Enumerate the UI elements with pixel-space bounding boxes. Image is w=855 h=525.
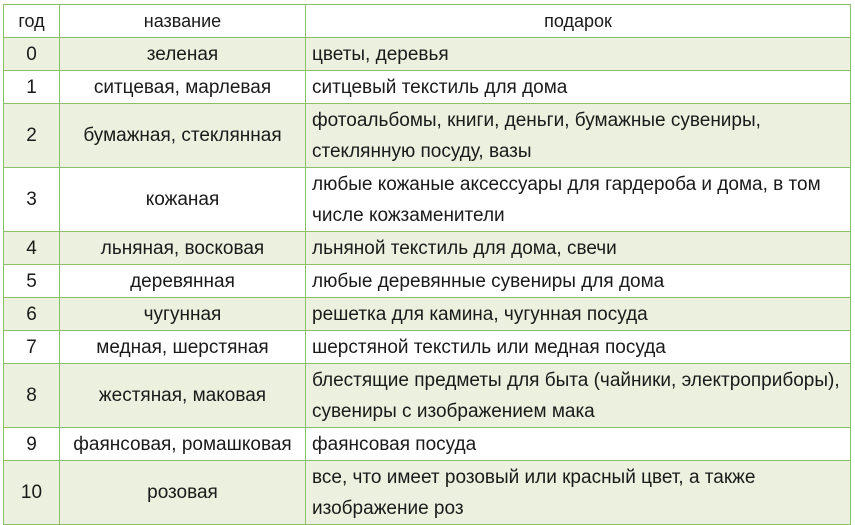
gift-cell: все, что имеет розовый или красный цвет, а также изображение роз <box>306 461 851 525</box>
header-gift: подарок <box>306 5 851 38</box>
gift-cell: фаянсовая посуда <box>306 428 851 461</box>
gift-cell: шерстяной текстиль или медная посуда <box>306 331 851 364</box>
gift-cell: цветы, деревья <box>306 38 851 71</box>
name-cell: льняная, восковая <box>60 232 306 265</box>
table-header-row <box>4 5 851 38</box>
year-cell: 8 <box>4 364 60 428</box>
name-cell: деревянная <box>60 265 306 298</box>
name-cell: жестяная, маковая <box>60 364 306 428</box>
gift-cell: ситцевый текстиль для дома <box>306 71 851 104</box>
name-cell: чугунная <box>60 298 306 331</box>
name-cell: медная, шерстяная <box>60 331 306 364</box>
name-cell: зеленая <box>60 38 306 71</box>
name-cell: фаянсовая, ромашковая <box>60 428 306 461</box>
table-row <box>4 71 851 104</box>
table-row <box>4 104 851 168</box>
year-cell: 10 <box>4 461 60 525</box>
header-name: название <box>60 5 306 38</box>
year-cell: 3 <box>4 168 60 232</box>
gift-cell: блестящие предметы для быта (чайники, электроприборы), сувениры с изображением мака <box>306 364 851 428</box>
table-row <box>4 298 851 331</box>
name-cell: кожаная <box>60 168 306 232</box>
anniversary-table <box>3 4 851 525</box>
table-row <box>4 38 851 71</box>
table-row <box>4 265 851 298</box>
table-row <box>4 232 851 265</box>
header-year: год <box>4 5 60 38</box>
table-row <box>4 428 851 461</box>
table-row <box>4 168 851 232</box>
year-cell: 5 <box>4 265 60 298</box>
gift-cell: любые кожаные аксессуары для гардероба и дома, в том числе кожзаменители <box>306 168 851 232</box>
year-cell: 9 <box>4 428 60 461</box>
gift-cell: решетка для камина, чугунная посуда <box>306 298 851 331</box>
year-cell: 6 <box>4 298 60 331</box>
name-cell: розовая <box>60 461 306 525</box>
name-cell: ситцевая, марлевая <box>60 71 306 104</box>
gift-cell: льняной текстиль для дома, свечи <box>306 232 851 265</box>
gift-cell: любые деревянные сувениры для дома <box>306 265 851 298</box>
year-cell: 0 <box>4 38 60 71</box>
year-cell: 7 <box>4 331 60 364</box>
name-cell: бумажная, стеклянная <box>60 104 306 168</box>
table-row <box>4 331 851 364</box>
table-row <box>4 364 851 428</box>
year-cell: 2 <box>4 104 60 168</box>
gift-cell: фотоальбомы, книги, деньги, бумажные сувениры, стеклянную посуду, вазы <box>306 104 851 168</box>
year-cell: 4 <box>4 232 60 265</box>
table-row <box>4 461 851 525</box>
year-cell: 1 <box>4 71 60 104</box>
